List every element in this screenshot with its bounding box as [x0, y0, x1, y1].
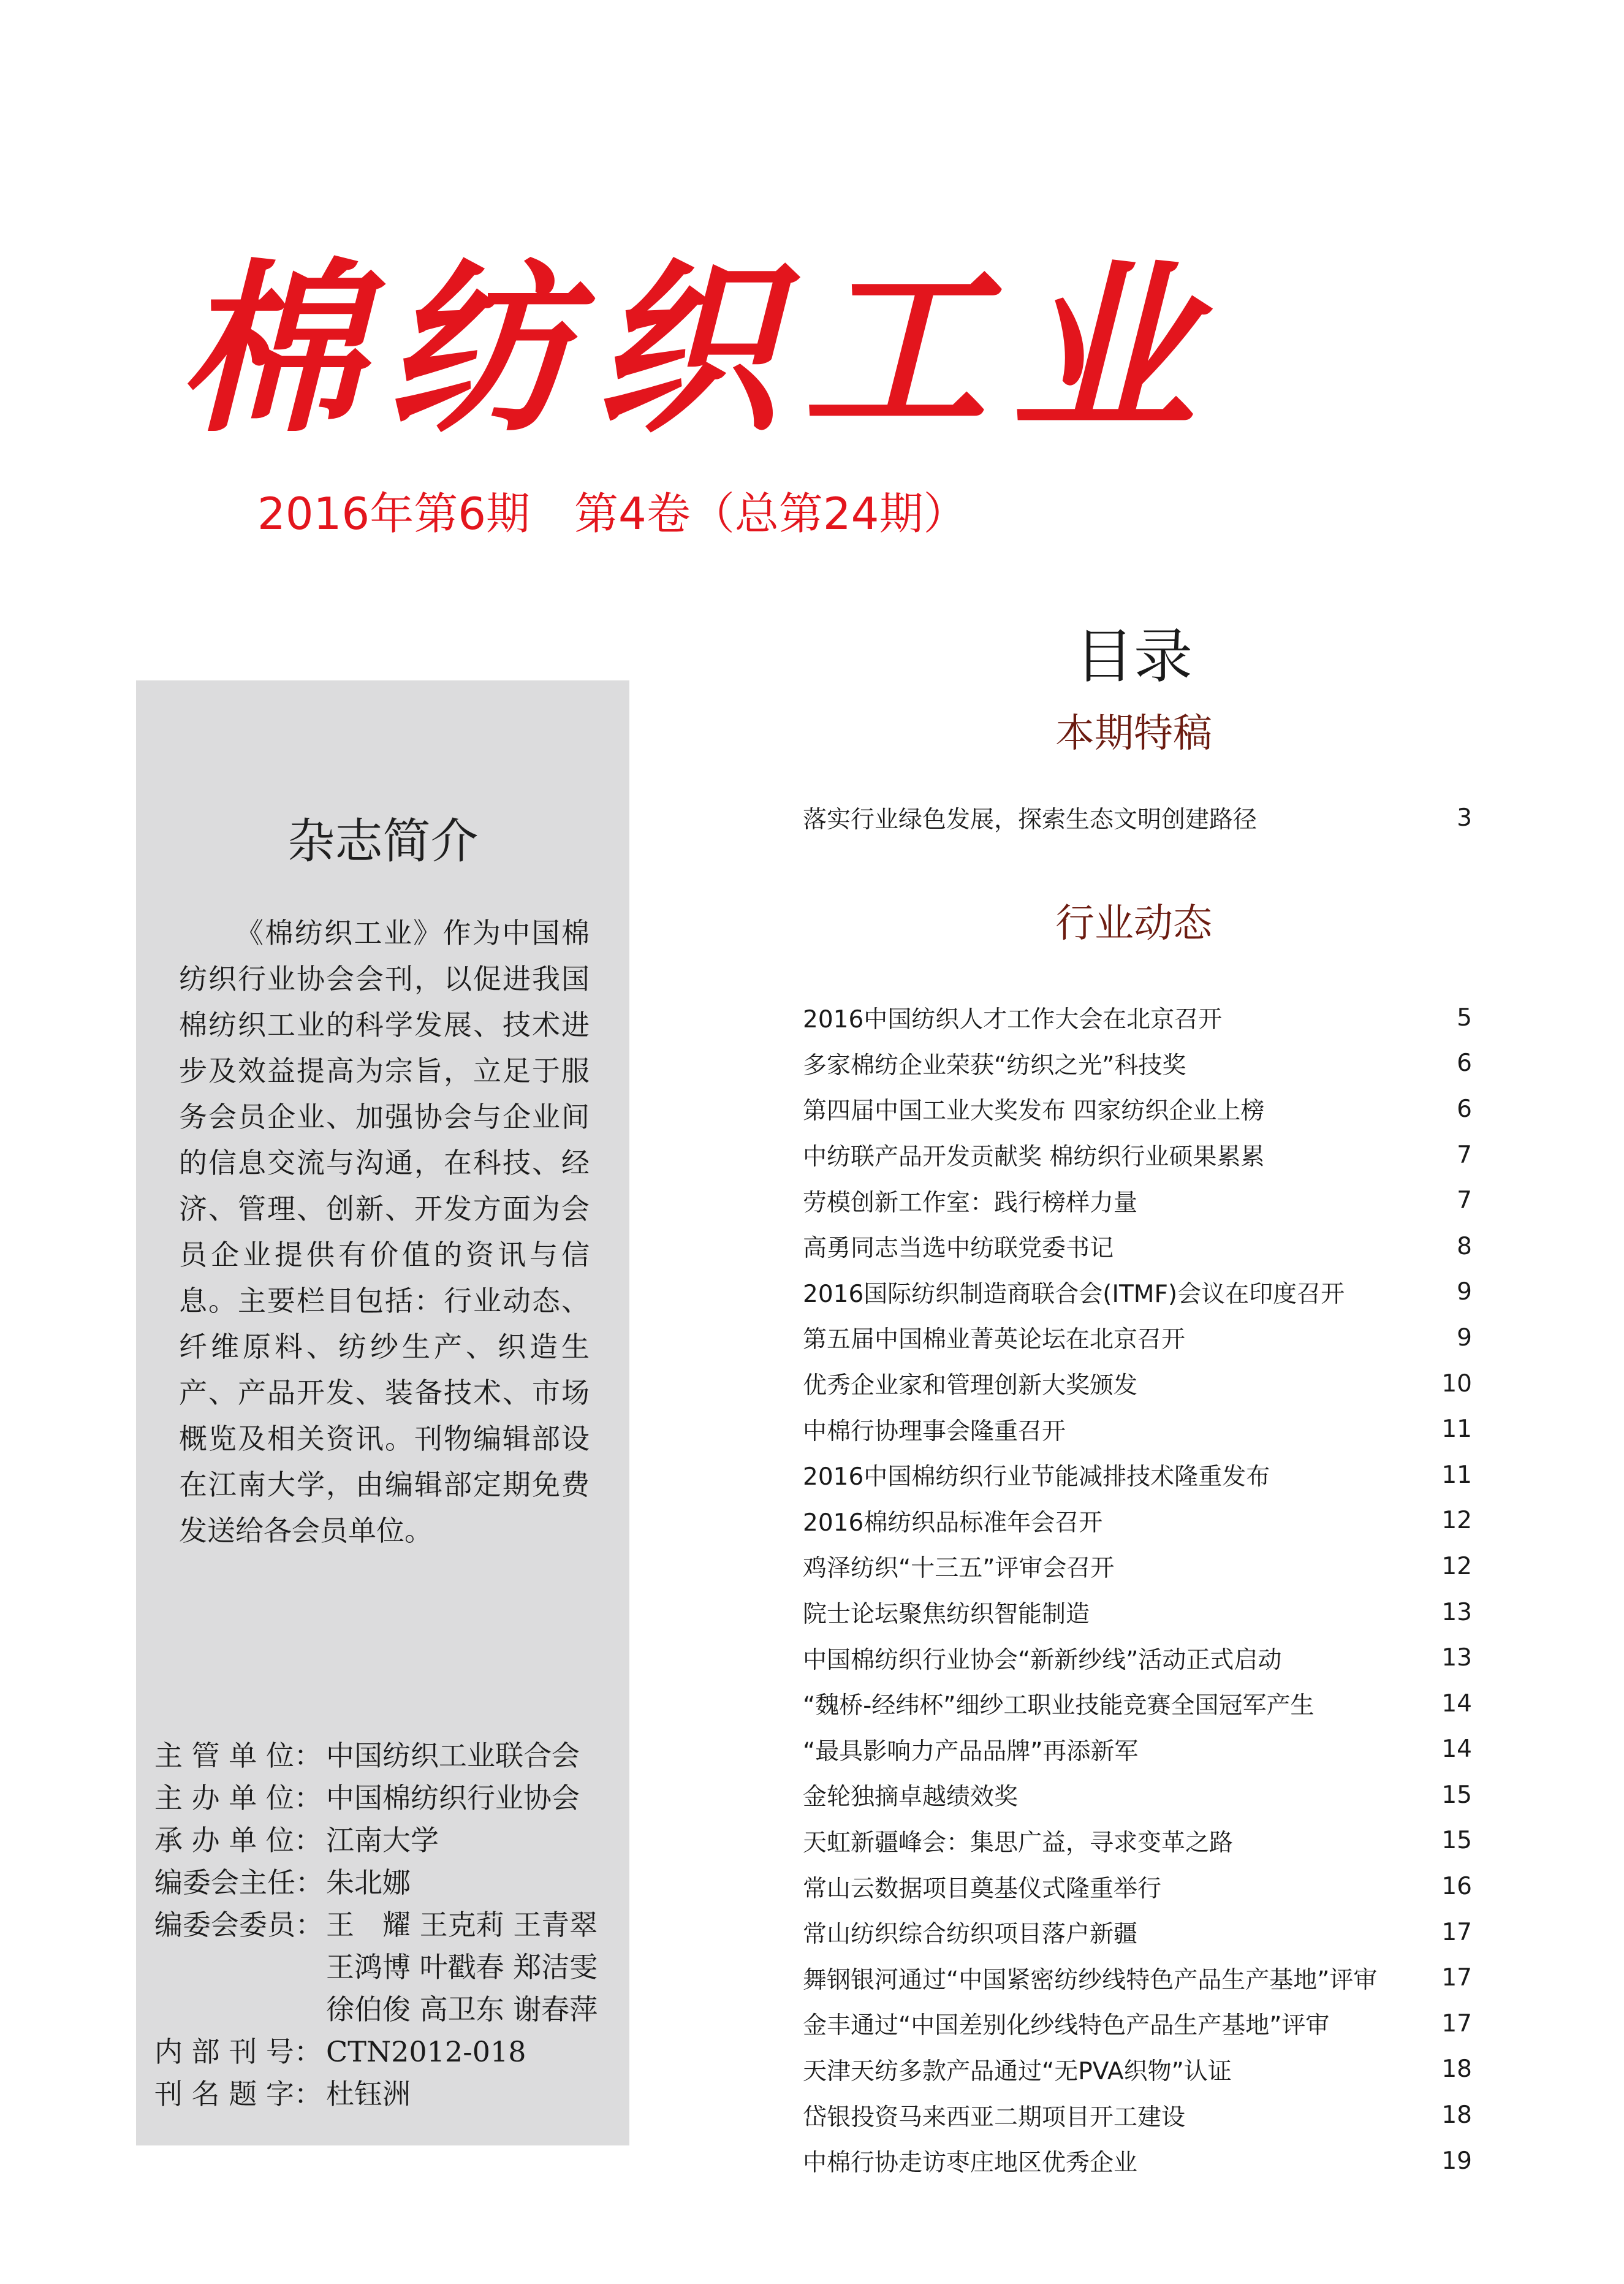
toc-item-title: 中国棉纺织行业协会“新新纱线”活动正式启动: [803, 1646, 1282, 1674]
toc-item[interactable]: [803, 2092, 1472, 2138]
credit-label: 刊 名 题 字：: [154, 2077, 322, 2111]
toc-item[interactable]: [803, 1315, 1472, 1361]
toc-item-title: “魏桥-经纬杯”细纱工职业技能竞赛全国冠军产生: [803, 1692, 1315, 1720]
toc-item-page: 9: [1457, 1323, 1472, 1352]
credit-values: [326, 1819, 439, 1862]
masthead-logo: 棉纺织工业: [178, 241, 1220, 457]
toc-item-page: 11: [1441, 1461, 1472, 1489]
toc-item[interactable]: [803, 1086, 1472, 1132]
toc-item-page: 17: [1441, 1918, 1472, 1946]
toc-item-title: 第四届中国工业大奖发布 四家纺织企业上榜: [803, 1097, 1265, 1125]
toc-item-page: 18: [1441, 2101, 1472, 2130]
credit-label: 编委会委员：: [154, 1908, 324, 1941]
toc-item-page: 8: [1457, 1232, 1472, 1260]
toc-item-title: 中纺联产品开发贡献奖 棉纺织行业硕果累累: [803, 1143, 1265, 1171]
toc-item-page: 14: [1441, 1689, 1472, 1718]
toc-item[interactable]: [803, 1727, 1472, 1773]
credit-values: [326, 2073, 411, 2115]
toc-item-page: 5: [1457, 1003, 1472, 1032]
toc-item-page: 3: [1457, 804, 1472, 832]
toc-item-title: 2016棉纺织品标准年会召开: [803, 1509, 1103, 1537]
toc-heading: 目录: [1075, 622, 1193, 691]
credits: [154, 1735, 620, 2115]
credit-label: 主 管 单 位：: [154, 1739, 322, 1772]
toc-item-page: 12: [1441, 1552, 1472, 1580]
credit-row: [154, 1862, 620, 1904]
intro-text: 《棉纺织工业》作为中国棉纺织行业协会会刊，以促进我国棉纺织工业的科学发展、技术进步及效益提高为宗旨，立足于服务会员企业、加强协会与企业间的信息交流与沟通，在科技、经济、管理、创新、开发方面为会员企业提供有价值的资讯与信息。主要栏目包括：行业动态、纤维原料、纺纱生产、织造生产、产品开发、装备技术、市场概览及相关资讯。刊物编辑部设在江南大学，由编辑部定期免费发送给各会员单位。: [179, 916, 590, 1547]
toc-item-title: 第五届中国棉业菁英论坛在北京召开: [803, 1326, 1186, 1354]
toc-item-page: 15: [1441, 1827, 1472, 1855]
toc-item-page: 19: [1441, 2147, 1472, 2175]
toc-item[interactable]: [803, 1544, 1472, 1589]
credit-values: [326, 1904, 598, 2031]
toc-item[interactable]: [803, 1909, 1472, 1955]
toc-item[interactable]: [803, 1681, 1472, 1727]
toc-item-page: 14: [1441, 1735, 1472, 1764]
toc-list-feature: [803, 795, 1472, 841]
section-title-feature: 本期特稿: [1055, 711, 1212, 756]
toc-item[interactable]: [803, 1132, 1472, 1178]
toc-item-title: 劳模创新工作室：践行榜样力量: [803, 1189, 1138, 1217]
toc-item-page: 7: [1457, 1187, 1472, 1215]
credit-label: 编委会主任：: [154, 1866, 324, 1899]
toc-item-page: 7: [1457, 1141, 1472, 1169]
credit-value: 江南大学: [326, 1824, 439, 1857]
intro-title: 杂志简介: [287, 814, 479, 869]
toc-item-title: 鸡泽纺织“十三五”评审会召开: [803, 1555, 1115, 1583]
toc-item-title: 2016中国棉纺织行业节能减排技术隆重发布: [803, 1463, 1270, 1491]
toc-item-title: 天虹新疆峰会：集思广益，寻求变革之路: [803, 1829, 1234, 1857]
credit-values: [326, 1777, 580, 1819]
credit-row: [154, 2073, 620, 2115]
toc-item[interactable]: [803, 1955, 1472, 2001]
toc-item-title: 2016中国纺织人才工作大会在北京召开: [803, 1006, 1223, 1034]
credit-row: [154, 1777, 620, 1819]
section-title-news: 行业动态: [1055, 901, 1212, 946]
toc-item[interactable]: [803, 2001, 1472, 2047]
toc-item[interactable]: [803, 1178, 1472, 1224]
credit-value: CTN2012-018: [326, 2035, 526, 2068]
toc-item-page: 12: [1441, 1507, 1472, 1535]
credit-row: [154, 1819, 620, 1862]
credit-label: 内 部 刊 号：: [154, 2035, 322, 2068]
intro-panel: [136, 680, 629, 2145]
toc-item-title: 金轮独摘卓越绩效奖: [803, 1783, 1019, 1811]
toc-item[interactable]: [803, 1635, 1472, 1681]
toc-item[interactable]: [803, 1406, 1472, 1452]
toc-item-title: 常山纺织综合纺织项目落户新疆: [803, 1920, 1138, 1949]
toc-item[interactable]: [803, 1270, 1472, 1315]
credit-value: 中国棉纺织行业协会: [326, 1781, 580, 1814]
credit-value: 中国纺织工业联合会: [326, 1739, 580, 1772]
toc-item-title: 2016国际纺织制造商联合会(ITMF)会议在印度召开: [803, 1280, 1345, 1308]
toc-item-page: 17: [1441, 1964, 1472, 1992]
toc-item-page: 13: [1441, 1598, 1472, 1626]
toc-item-title: “最具影响力产品品牌”再添新军: [803, 1737, 1139, 1765]
toc-item[interactable]: [803, 995, 1472, 1041]
toc-item[interactable]: [803, 1589, 1472, 1635]
toc-item-page: 16: [1441, 1873, 1472, 1901]
credit-value: 王鸿博 叶戳春 郑洁雯: [326, 1951, 598, 1984]
toc-item-title: 常山云数据项目奠基仪式隆重举行: [803, 1875, 1162, 1903]
credit-row: [154, 1904, 620, 2031]
toc-item-title: 落实行业绿色发展，探索生态文明创建路径: [803, 806, 1258, 834]
toc-item[interactable]: [803, 2047, 1472, 2093]
credit-values: [326, 2031, 526, 2073]
credit-value: 朱北娜: [326, 1866, 411, 1899]
toc-item-page: 17: [1441, 2009, 1472, 2038]
toc-item[interactable]: [803, 1498, 1472, 1544]
credit-value: 杜钰洲: [326, 2077, 411, 2111]
credit-values: [326, 1735, 580, 1777]
toc-item-title: 优秀企业家和管理创新大奖颁发: [803, 1372, 1138, 1400]
credit-row: [154, 1735, 620, 1777]
toc-list-news: [803, 995, 1472, 2183]
credit-values: [326, 1862, 411, 1904]
credit-value: 王 耀 王克莉 王青翠: [326, 1908, 598, 1941]
toc-item-page: 18: [1441, 2055, 1472, 2084]
toc-item-title: 中棉行协理事会隆重召开: [803, 1417, 1066, 1445]
credit-row: [154, 2031, 620, 2073]
toc-item-title: 天津天纺多款产品通过“无PVA织物”认证: [803, 2057, 1232, 2085]
toc-item[interactable]: [803, 1041, 1472, 1087]
toc-item[interactable]: [803, 2138, 1472, 2184]
toc-item-title: 金丰通过“中国差别化纱线特色产品生产基地”评审: [803, 2012, 1330, 2040]
toc-item-title: 中棉行协走访枣庄地区优秀企业: [803, 2149, 1138, 2177]
toc-item-title: 多家棉纺企业荣获“纺织之光”科技奖: [803, 1051, 1186, 1079]
toc-item[interactable]: [803, 1863, 1472, 1909]
toc-item[interactable]: [803, 1452, 1472, 1498]
toc-item[interactable]: [803, 1818, 1472, 1864]
toc-item-page: 15: [1441, 1781, 1472, 1809]
credit-label: 主 办 单 位：: [154, 1781, 322, 1814]
toc-item[interactable]: [803, 1772, 1472, 1818]
credit-label: 承 办 单 位：: [154, 1824, 322, 1857]
toc-item-title: 舞钢银河通过“中国紧密纺纱线特色产品生产基地”评审: [803, 1966, 1378, 1994]
toc-item-title: 高勇同志当选中纺联党委书记: [803, 1235, 1114, 1263]
toc-item-page: 6: [1457, 1095, 1472, 1123]
toc-item[interactable]: [803, 1361, 1472, 1407]
credit-value: 徐伯俊 高卫东 谢春萍: [326, 1993, 598, 2026]
toc-item[interactable]: [803, 795, 1472, 841]
toc-item-page: 10: [1441, 1369, 1472, 1398]
toc-item[interactable]: [803, 1224, 1472, 1270]
toc-item-page: 9: [1457, 1278, 1472, 1306]
toc-item-page: 13: [1441, 1644, 1472, 1672]
toc-item-title: 岱银投资马来西亚二期项目开工建设: [803, 2103, 1186, 2131]
toc-item-page: 11: [1441, 1415, 1472, 1444]
toc-item-page: 6: [1457, 1049, 1472, 1078]
toc-item-title: 院士论坛聚焦纺织智能制造: [803, 1601, 1090, 1629]
issue-line: 2016年第6期 第4卷（总第24期）: [257, 488, 968, 539]
